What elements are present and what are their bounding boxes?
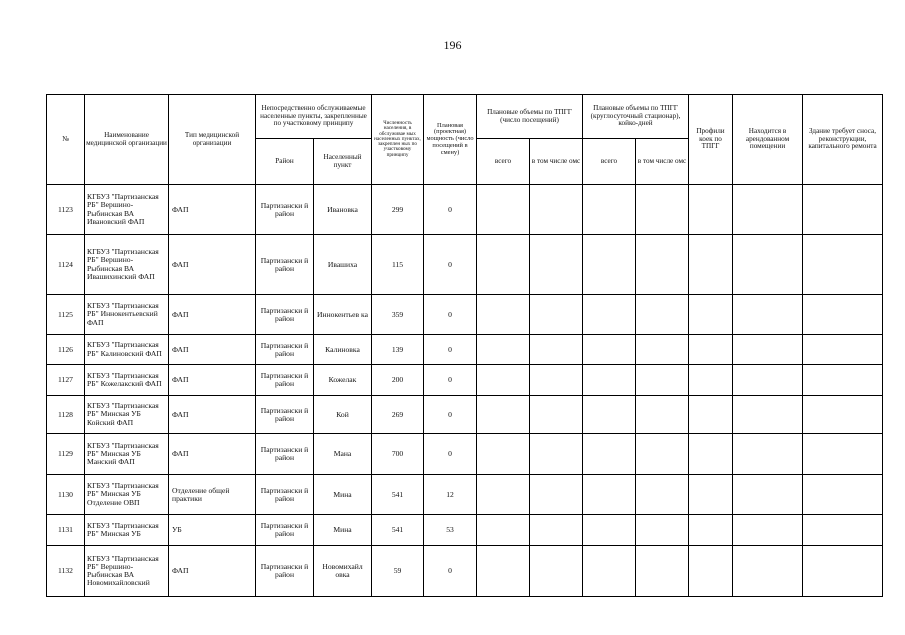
planned-capacity-cell: 12	[424, 475, 477, 515]
header-visits-incl-oms: в том числе омс	[530, 139, 583, 185]
organization-name-cell: КГБУЗ "Партизанская РБ" Вершино-Рыбинская ВА Новомихайловский	[85, 546, 169, 597]
header-organization-type: Тип медицинской организации	[169, 95, 256, 185]
needs-repair-cell	[803, 185, 883, 235]
bed-profiles-cell	[689, 434, 733, 475]
hospital-incl-oms-cell	[636, 546, 689, 597]
locality-cell: Кожелак	[314, 365, 372, 396]
hospital-total-cell	[583, 396, 636, 434]
visits-incl-oms-cell	[530, 185, 583, 235]
planned-capacity-cell: 0	[424, 434, 477, 475]
leased-premises-cell	[733, 335, 803, 365]
leased-premises-cell	[733, 365, 803, 396]
hospital-incl-oms-cell	[636, 515, 689, 546]
visits-total-cell	[477, 335, 530, 365]
row-number-cell: 1125	[47, 295, 85, 335]
organization-type-cell: ФАП	[169, 295, 256, 335]
locality-cell: Ивановка	[314, 185, 372, 235]
row-number-cell: 1123	[47, 185, 85, 235]
bed-profiles-cell	[689, 185, 733, 235]
visits-total-cell	[477, 295, 530, 335]
population-cell: 59	[372, 546, 424, 597]
row-number-cell: 1126	[47, 335, 85, 365]
organization-name-cell: КГБУЗ "Партизанская РБ" Вершино-Рыбинская ВА Ивановский ФАП	[85, 185, 169, 235]
needs-repair-cell	[803, 515, 883, 546]
table-body	[47, 185, 883, 597]
leased-premises-cell	[733, 515, 803, 546]
header-served-localities: Непосредственно обслуживаемые населенные пункты, закрепленные по участковому принципу	[256, 95, 372, 139]
population-cell: 700	[372, 434, 424, 475]
visits-incl-oms-cell	[530, 515, 583, 546]
row-number-cell: 1124	[47, 235, 85, 295]
locality-cell: Новомихайл овка	[314, 546, 372, 597]
population-cell: 541	[372, 515, 424, 546]
leased-premises-cell	[733, 295, 803, 335]
header-district: Район	[256, 139, 314, 185]
organization-type-cell: ФАП	[169, 434, 256, 475]
table-row	[47, 515, 883, 546]
header-needs-repair: Здание требует сноса, реконструкции, капитального ремонта	[803, 95, 883, 185]
visits-incl-oms-cell	[530, 235, 583, 295]
row-number-cell: 1128	[47, 396, 85, 434]
row-number-cell: 1132	[47, 546, 85, 597]
hospital-total-cell	[583, 434, 636, 475]
leased-premises-cell	[733, 475, 803, 515]
organization-name-cell: КГБУЗ "Партизанская РБ" Минская УБ	[85, 515, 169, 546]
population-cell: 541	[372, 475, 424, 515]
header-planned-capacity: Плановая (проектная) мощность (число посещений в смену)	[424, 95, 477, 185]
planned-capacity-cell: 0	[424, 546, 477, 597]
row-number-cell: 1129	[47, 434, 85, 475]
locality-cell: Мина	[314, 515, 372, 546]
table-row	[47, 185, 883, 235]
population-cell: 359	[372, 295, 424, 335]
population-cell: 269	[372, 396, 424, 434]
hospital-total-cell	[583, 475, 636, 515]
organization-type-cell: Отделение общей практики	[169, 475, 256, 515]
visits-total-cell	[477, 546, 530, 597]
visits-incl-oms-cell	[530, 365, 583, 396]
locality-cell: Иннокентьев ка	[314, 295, 372, 335]
row-number-cell: 1130	[47, 475, 85, 515]
leased-premises-cell	[733, 434, 803, 475]
hospital-incl-oms-cell	[636, 475, 689, 515]
locality-cell: Калиновка	[314, 335, 372, 365]
table-row	[47, 475, 883, 515]
organization-type-cell: ФАП	[169, 365, 256, 396]
organization-type-cell: ФАП	[169, 396, 256, 434]
visits-total-cell	[477, 235, 530, 295]
planned-capacity-cell: 0	[424, 335, 477, 365]
district-cell: Партизански й район	[256, 185, 314, 235]
organization-type-cell: ФАП	[169, 335, 256, 365]
needs-repair-cell	[803, 335, 883, 365]
table-header	[47, 95, 883, 185]
district-cell: Партизански й район	[256, 235, 314, 295]
table-row	[47, 335, 883, 365]
planned-capacity-cell: 0	[424, 396, 477, 434]
district-cell: Партизански й район	[256, 335, 314, 365]
visits-incl-oms-cell	[530, 396, 583, 434]
table-row	[47, 434, 883, 475]
header-tpgg-hospital: Плановые объемы по ТПГГ (круглосуточный стационар), койко-дней	[583, 95, 689, 139]
row-number-cell: 1127	[47, 365, 85, 396]
organization-type-cell: ФАП	[169, 546, 256, 597]
header-organization-name: Наименование медицинской организации	[85, 95, 169, 185]
hospital-total-cell	[583, 546, 636, 597]
table-row	[47, 295, 883, 335]
leased-premises-cell	[733, 546, 803, 597]
needs-repair-cell	[803, 546, 883, 597]
header-locality: Населенный пункт	[314, 139, 372, 185]
district-cell: Партизански й район	[256, 365, 314, 396]
locality-cell: Ивашиха	[314, 235, 372, 295]
visits-incl-oms-cell	[530, 475, 583, 515]
hospital-total-cell	[583, 185, 636, 235]
page-number: 196	[443, 38, 462, 52]
organization-name-cell: КГБУЗ "Партизанская РБ" Вершино-Рыбинская ВА Ивашихинский ФАП	[85, 235, 169, 295]
visits-incl-oms-cell	[530, 335, 583, 365]
visits-total-cell	[477, 515, 530, 546]
needs-repair-cell	[803, 365, 883, 396]
hospital-total-cell	[583, 335, 636, 365]
locality-cell: Кой	[314, 396, 372, 434]
bed-profiles-cell	[689, 295, 733, 335]
hospital-total-cell	[583, 235, 636, 295]
needs-repair-cell	[803, 475, 883, 515]
hospital-total-cell	[583, 515, 636, 546]
header-visits-total: всего	[477, 139, 530, 185]
visits-incl-oms-cell	[530, 546, 583, 597]
visits-total-cell	[477, 365, 530, 396]
district-cell: Партизански й район	[256, 515, 314, 546]
organization-type-cell: ФАП	[169, 185, 256, 235]
planned-capacity-cell: 0	[424, 365, 477, 396]
visits-total-cell	[477, 396, 530, 434]
bed-profiles-cell	[689, 396, 733, 434]
needs-repair-cell	[803, 295, 883, 335]
district-cell: Партизански й район	[256, 475, 314, 515]
row-number-cell: 1131	[47, 515, 85, 546]
medical-organizations-table	[46, 94, 883, 597]
organization-name-cell: КГБУЗ "Партизанская РБ" Калиновский ФАП	[85, 335, 169, 365]
hospital-incl-oms-cell	[636, 295, 689, 335]
planned-capacity-cell: 0	[424, 295, 477, 335]
table-row	[47, 546, 883, 597]
locality-cell: Мина	[314, 475, 372, 515]
leased-premises-cell	[733, 396, 803, 434]
organization-name-cell: КГБУЗ "Партизанская РБ" Минская УБ Отделение ОВП	[85, 475, 169, 515]
visits-total-cell	[477, 475, 530, 515]
header-leased-premises: Находится в арендованном помещении	[733, 95, 803, 185]
organization-name-cell: КГБУЗ "Партизанская РБ" Иннокентьевский ФАП	[85, 295, 169, 335]
hospital-incl-oms-cell	[636, 365, 689, 396]
population-cell: 139	[372, 335, 424, 365]
district-cell: Партизански й район	[256, 295, 314, 335]
district-cell: Партизански й район	[256, 546, 314, 597]
header-hospital-incl-oms: в том числе омс	[636, 139, 689, 185]
planned-capacity-cell: 0	[424, 235, 477, 295]
organization-name-cell: КГБУЗ "Партизанская РБ" Минская УБ Манский ФАП	[85, 434, 169, 475]
organization-type-cell: ФАП	[169, 235, 256, 295]
header-bed-profiles: Профили коек по ТПГГ	[689, 95, 733, 185]
visits-total-cell	[477, 434, 530, 475]
needs-repair-cell	[803, 235, 883, 295]
population-cell: 200	[372, 365, 424, 396]
hospital-incl-oms-cell	[636, 185, 689, 235]
visits-total-cell	[477, 185, 530, 235]
header-number: №	[47, 95, 85, 185]
locality-cell: Мана	[314, 434, 372, 475]
bed-profiles-cell	[689, 546, 733, 597]
population-cell: 299	[372, 185, 424, 235]
planned-capacity-cell: 0	[424, 185, 477, 235]
bed-profiles-cell	[689, 515, 733, 546]
bed-profiles-cell	[689, 335, 733, 365]
table-row	[47, 235, 883, 295]
needs-repair-cell	[803, 434, 883, 475]
hospital-total-cell	[583, 365, 636, 396]
hospital-total-cell	[583, 295, 636, 335]
header-hospital-total: всего	[583, 139, 636, 185]
visits-incl-oms-cell	[530, 295, 583, 335]
bed-profiles-cell	[689, 235, 733, 295]
organization-type-cell: УБ	[169, 515, 256, 546]
hospital-incl-oms-cell	[636, 335, 689, 365]
header-tpgg-visits: Плановые объемы по ТПГГ (число посещений)	[477, 95, 583, 139]
planned-capacity-cell: 53	[424, 515, 477, 546]
hospital-incl-oms-cell	[636, 396, 689, 434]
leased-premises-cell	[733, 235, 803, 295]
bed-profiles-cell	[689, 365, 733, 396]
organization-name-cell: КГБУЗ "Партизанская РБ" Минская УБ Койский ФАП	[85, 396, 169, 434]
organization-name-cell: КГБУЗ "Партизанская РБ" Кожелакский ФАП	[85, 365, 169, 396]
needs-repair-cell	[803, 396, 883, 434]
population-cell: 115	[372, 235, 424, 295]
table-row	[47, 396, 883, 434]
header-population: Численность населения, в обслуживае мых населенных пунктах, закреплен ных по участковому принципу	[372, 95, 424, 185]
hospital-incl-oms-cell	[636, 434, 689, 475]
leased-premises-cell	[733, 185, 803, 235]
hospital-incl-oms-cell	[636, 235, 689, 295]
district-cell: Партизански й район	[256, 396, 314, 434]
table-row	[47, 365, 883, 396]
visits-incl-oms-cell	[530, 434, 583, 475]
district-cell: Партизански й район	[256, 434, 314, 475]
bed-profiles-cell	[689, 475, 733, 515]
